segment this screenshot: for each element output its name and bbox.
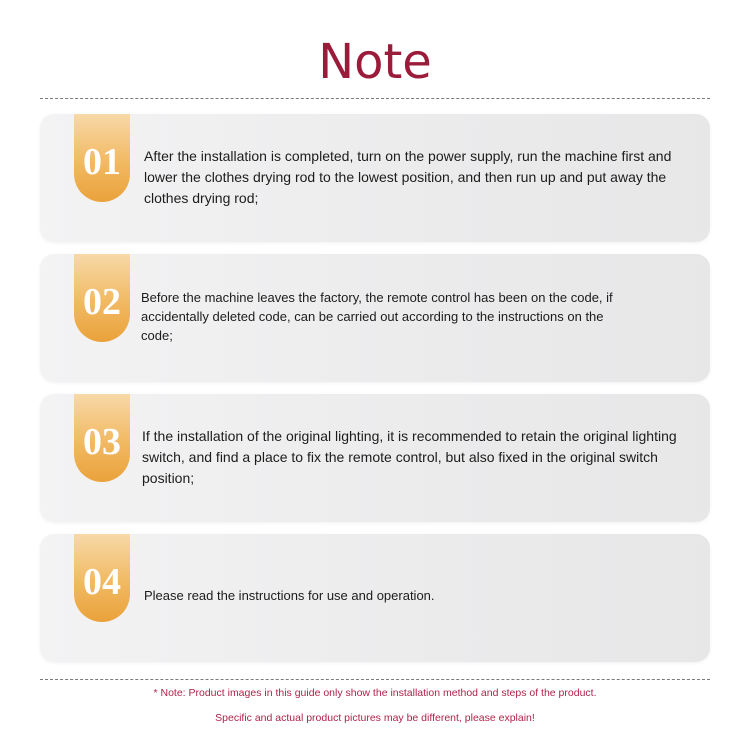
note-number: 04 [83, 561, 121, 603]
note-card-4 [40, 534, 710, 662]
note-number: 03 [83, 421, 121, 463]
note-number: 01 [83, 141, 121, 183]
top-divider [40, 98, 710, 99]
number-badge [74, 254, 130, 342]
bottom-divider [40, 679, 710, 680]
note-text: After the installation is completed, turn on the power supply, run the machine first and lower the clothes drying rod to the lowest position, and then run up and put away the clothes drying rod; [144, 148, 672, 206]
footnote-line-1: * Note: Product images in this guide only show the installation method and steps of the product. [153, 687, 597, 699]
note-number: 02 [83, 281, 121, 323]
note-text: Please read the instructions for use and operation. [144, 588, 435, 603]
note-card-1 [40, 114, 710, 242]
footnote-line-2: Specific and actual product pictures may be different, please explain! [215, 712, 535, 724]
note-text: Before the machine leaves the factory, the remote control has been on the code, if accidentally deleted code, can be carried out according to the instructions on the code; [141, 290, 613, 343]
note-text: If the installation of the original lighting, it is recommended to retain the original lighting switch, and find a place to fix the remote control, but also fixed in the original switch position; [142, 428, 677, 486]
number-badge [74, 114, 130, 202]
note-card-2 [40, 254, 710, 382]
page-title: Note [318, 34, 432, 90]
note-card-3 [40, 394, 710, 522]
number-badge [74, 394, 130, 482]
number-badge [74, 534, 130, 622]
